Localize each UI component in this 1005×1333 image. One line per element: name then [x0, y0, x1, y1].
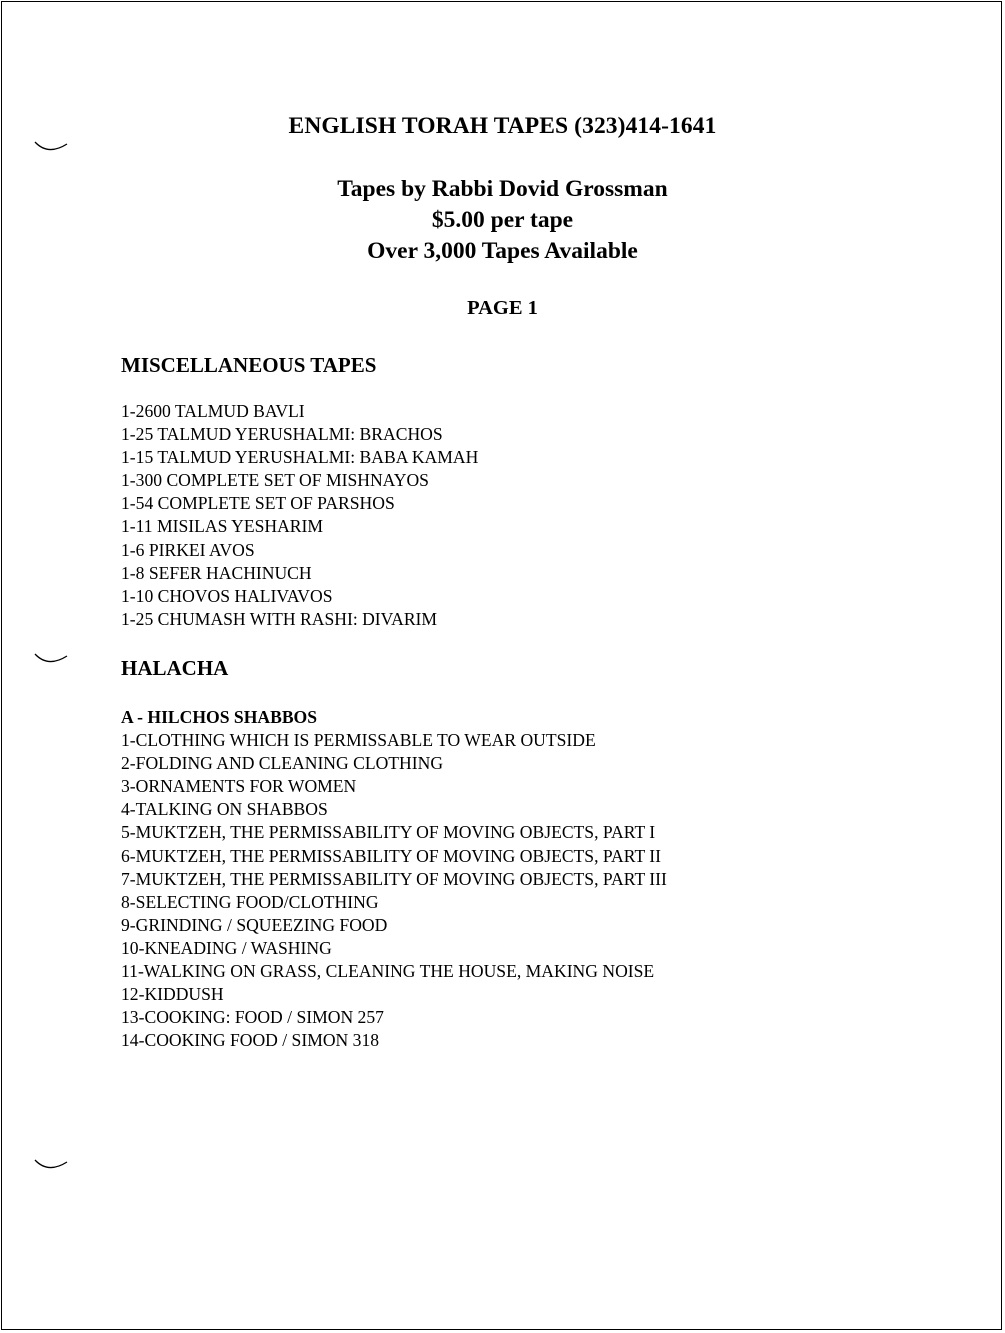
list-item: 1-54 COMPLETE SET OF PARSHOS	[121, 493, 395, 514]
punch-hole-mark	[34, 652, 68, 666]
list-item: 8-SELECTING FOOD/CLOTHING	[121, 891, 379, 912]
list-item: 6-MUKTZEH, THE PERMISSABILITY OF MOVING OBJECTS, PART II	[121, 845, 661, 866]
misc-section	[121, 353, 921, 631]
misc-list	[121, 400, 921, 631]
list-item: 1-11 MISILAS YESHARIM	[121, 516, 324, 537]
halacha-section	[121, 656, 921, 1052]
list-item: 14-COOKING FOOD / SIMON 318	[121, 1030, 380, 1051]
document-title: ENGLISH TORAH TAPES (323)414-1641	[288, 113, 717, 139]
misc-heading: MISCELLANEOUS TAPES	[121, 353, 377, 377]
halacha-subheading: A - HILCHOS SHABBOS	[121, 707, 318, 727]
punch-hole-mark	[34, 140, 68, 154]
halacha-heading: HALACHA	[121, 656, 229, 680]
list-item: 9-GRINDING / SQUEEZING FOOD	[121, 914, 388, 935]
punch-hole-mark	[34, 1158, 68, 1172]
list-item: 12-KIDDUSH	[121, 984, 224, 1005]
list-item: 2-FOLDING AND CLEANING CLOTHING	[121, 753, 444, 774]
halacha-list	[121, 729, 921, 1052]
list-item: 1-CLOTHING WHICH IS PERMISSABLE TO WEAR OUTSIDE	[121, 730, 596, 751]
list-item: 5-MUKTZEH, THE PERMISSABILITY OF MOVING OBJECTS, PART I	[121, 822, 656, 843]
list-item: 1-10 CHOVOS HALIVAVOS	[121, 585, 333, 606]
list-item: 1-25 TALMUD YERUSHALMI: BRACHOS	[121, 424, 443, 445]
list-item: 1-15 TALMUD YERUSHALMI: BABA KAMAH	[121, 447, 479, 468]
list-item: 7-MUKTZEH, THE PERMISSABILITY OF MOVING OBJECTS, PART III	[121, 868, 667, 889]
list-item: 1-6 PIRKEI AVOS	[121, 539, 255, 560]
subtitle-availability: Over 3,000 Tapes Available	[367, 238, 638, 264]
list-item: 1-2600 TALMUD BAVLI	[121, 401, 305, 421]
list-item: 1-8 SEFER HACHINUCH	[121, 562, 312, 583]
list-item: 13-COOKING: FOOD / SIMON 257	[121, 1007, 384, 1028]
list-item: 10-KNEADING / WASHING	[121, 937, 332, 958]
subtitle-author: Tapes by Rabbi Dovid Grossman	[337, 176, 668, 202]
list-item: 1-25 CHUMASH WITH RASHI: DIVARIM	[121, 608, 438, 629]
list-item: 4-TALKING ON SHABBOS	[121, 799, 328, 820]
list-item: 1-300 COMPLETE SET OF MISHNAYOS	[121, 470, 429, 491]
subtitle-price: $5.00 per tape	[431, 207, 574, 233]
list-item: 3-ORNAMENTS FOR WOMEN	[121, 776, 357, 797]
page-label: PAGE 1	[467, 297, 538, 319]
subtitle-block	[0, 174, 1005, 267]
list-item: 11-WALKING ON GRASS, CLEANING THE HOUSE, MAKING NOISE	[121, 961, 655, 982]
